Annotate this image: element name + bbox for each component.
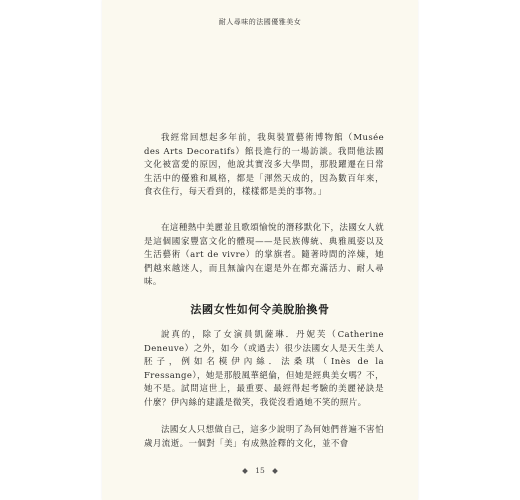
paragraph-interview: 我經常回想起多年前，我與裝置藝術博物館（Musée des Arts Decoratifs）館長進行的一場訪談。我問他法國文化被富愛的原因，他說其實沒多大學問，那股躍遷在日常生活中的優雅和風格，都是「渾然天成的，因為數百年來，食衣住行，每天看到的，樣樣都是美的事物。」 xyxy=(144,133,384,197)
diamond-ornament-icon xyxy=(242,468,248,474)
page-number-text: 15 xyxy=(255,466,265,475)
paragraph-french-women: 在這種熱中美麗並且歌頌愉悅的潛移默化下，法國女人就是這個國家豐富文化的體現——是民族傳統、典雅風姿以及生活藝術（art de vivre）的掌旗者。隨著時間的淬煉，她們越來越迷人，而且無論內在還是外在都充滿活力、耐人尋味。 xyxy=(144,223,384,287)
running-head: 耐人尋味的法國優雅美女 xyxy=(218,18,302,26)
paragraph-aging: 法國女人只想做自己，這多少說明了為何她們普遍不害怕歲月流逝。一個對「美」有成熟詮釋的文化，並不會 xyxy=(144,425,384,449)
section-heading: 法國女性如何令美脫胎換骨 xyxy=(190,303,330,316)
paragraph-block xyxy=(144,329,384,410)
paragraph-block xyxy=(144,222,384,290)
page-number xyxy=(102,466,418,475)
paragraph-block xyxy=(144,424,384,451)
paragraph-deneuve: 說真的，除了女演員凱薩琳．丹妮芙（Catherine Deneuve）之外，如今（或過去）很少法國女人是天生美人胚子，例如名模伊內絲．法桑琪（Inès de la Fressange），她是那般風華絕倫，但她是經典美女嗎？不，她不是。試問這世上，最重要、最經得起考驗的美麗祕訣是什麼？伊內絲的建議是微笑，我從沒看過她不笑的照片。 xyxy=(144,330,384,408)
paragraph-block xyxy=(144,132,384,200)
diamond-ornament-icon xyxy=(272,468,278,474)
book-page xyxy=(102,0,418,500)
